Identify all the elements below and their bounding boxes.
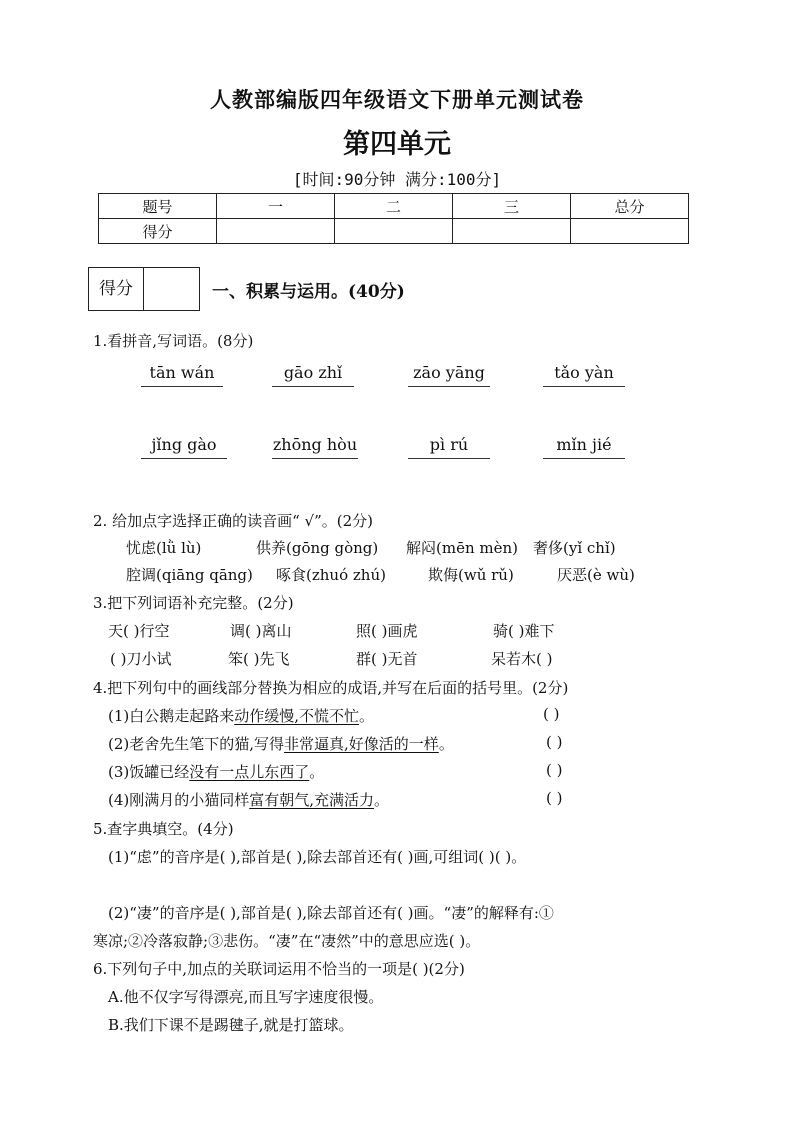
section-score-label: 得分 <box>89 268 144 310</box>
question-1-title: 1.看拼音,写词语。(8分) <box>93 332 254 350</box>
sentence-item <box>108 789 389 810</box>
score-cell[interactable] <box>335 219 453 244</box>
sentence-end: 。 <box>374 791 390 809</box>
idiom-blank[interactable]: 笨( )先飞 <box>228 650 290 668</box>
reading-option[interactable]: 供养(gōng gòng) <box>256 539 379 557</box>
question-3-title: 3.把下列词语补充完整。(2分) <box>93 594 294 612</box>
underlined-phrase: 没有一点儿东西了 <box>189 763 310 781</box>
idiom-blank[interactable]: 调( )离山 <box>230 622 292 640</box>
unit-title: 第四单元 <box>343 129 451 160</box>
score-cell[interactable] <box>453 219 571 244</box>
score-table-header: 三 <box>453 194 571 219</box>
pinyin-blank[interactable]: jǐng gào <box>141 436 227 459</box>
sentence-text: (1)白公鹅走起路来 <box>108 707 235 725</box>
sentence-text: (3)饭罐已经 <box>108 763 190 781</box>
answer-paren[interactable]: ( ) <box>546 789 563 807</box>
score-cell[interactable] <box>571 219 689 244</box>
dictionary-line: (2)“凄”的音序是( ),部首是( ),除去部首还有( )画。“凄”的解释有:① <box>108 904 554 922</box>
score-table-header: 二 <box>335 194 453 219</box>
reading-option[interactable]: 解闷(mēn mèn) <box>406 539 518 557</box>
sentence-item <box>108 733 454 754</box>
reading-option[interactable]: 厌恶(è wù) <box>557 566 635 584</box>
reading-option[interactable]: 啄食(zhuó zhú) <box>276 566 386 584</box>
sentence-end: 。 <box>359 707 375 725</box>
underlined-phrase: 非常逼真,好像活的一样 <box>284 735 439 753</box>
idiom-blank[interactable]: ( )刀小试 <box>110 650 172 668</box>
sentence-text: (4)刚满月的小猫同样 <box>108 791 250 809</box>
choice-option-a[interactable]: A.他不仅字写得漂亮,而且写字速度很慢。 <box>108 988 384 1006</box>
time-score-info: [时间:90分钟 满分:100分] <box>292 170 502 189</box>
pinyin-blank[interactable]: zhōng hòu <box>272 436 358 459</box>
reading-option[interactable]: 忧虑(lǜ lù) <box>126 539 202 557</box>
pinyin-blank[interactable]: mǐn jié <box>543 436 625 459</box>
pinyin-blank[interactable]: zāo yāng <box>408 364 490 387</box>
answer-paren[interactable]: ( ) <box>546 761 563 779</box>
question-6-title: 6.下列句子中,加点的关联词运用不恰当的一项是( )(2分) <box>93 960 465 978</box>
pinyin-blank[interactable]: tān wán <box>141 364 223 387</box>
question-5-title: 5.查字典填空。(4分) <box>93 820 234 838</box>
underlined-phrase: 动作缓慢,不慌不忙 <box>234 707 360 725</box>
score-table-header: 总分 <box>571 194 689 219</box>
reading-option[interactable]: 欺侮(wǔ rǔ) <box>428 566 514 584</box>
score-table-header: 题号 <box>99 194 217 219</box>
question-2-title: 2. 给加点字选择正确的读音画“ √”。(2分) <box>93 512 373 530</box>
pinyin-blank[interactable]: gāo zhǐ <box>272 364 354 387</box>
idiom-blank[interactable]: 照( )画虎 <box>356 622 418 640</box>
idiom-blank[interactable]: 骑( )难下 <box>493 622 555 640</box>
sentence-text: (2)老舍先生笔下的猫,写得 <box>108 735 285 753</box>
reading-option[interactable]: 腔调(qiāng qāng) <box>126 566 253 584</box>
score-table-header: 一 <box>217 194 335 219</box>
document-title: 人教部编版四年级语文下册单元测试卷 <box>210 87 584 112</box>
score-table-row-label: 得分 <box>99 219 217 244</box>
sentence-end: 。 <box>309 763 325 781</box>
sentence-item <box>108 761 324 782</box>
dictionary-line: (1)“虑”的音序是( ),部首是( ),除去部首还有( )画,可组词( )( )。 <box>108 848 527 866</box>
pinyin-blank[interactable]: tǎo yàn <box>543 364 625 387</box>
sentence-end: 。 <box>438 735 454 753</box>
dictionary-line: 寒凉;②冷落寂静;③悲伤。“凄”在“凄然”中的意思应选( )。 <box>93 932 481 950</box>
reading-option[interactable]: 奢侈(yǐ chǐ) <box>533 539 616 557</box>
score-cell[interactable] <box>217 219 335 244</box>
score-table-row <box>99 219 689 244</box>
score-table-header-row <box>99 194 689 219</box>
sentence-item <box>108 705 374 726</box>
idiom-blank[interactable]: 群( )无首 <box>356 650 418 668</box>
question-4-title: 4.把下列句中的画线部分替换为相应的成语,并写在后面的括号里。(2分) <box>93 679 569 697</box>
idiom-blank[interactable]: 呆若木( ) <box>491 650 553 668</box>
answer-paren[interactable]: ( ) <box>546 733 563 751</box>
pinyin-blank[interactable]: pì rú <box>408 436 490 459</box>
underlined-phrase: 富有朝气,充满活力 <box>249 791 375 809</box>
choice-option-b[interactable]: B.我们下课不是踢毽子,就是打篮球。 <box>108 1016 354 1034</box>
section-score-box <box>88 267 200 311</box>
idiom-blank[interactable]: 天( )行空 <box>108 622 170 640</box>
score-table <box>98 193 689 244</box>
section-1-title: 一、积累与运用。(40分) <box>212 282 405 302</box>
answer-paren[interactable]: ( ) <box>543 705 560 723</box>
